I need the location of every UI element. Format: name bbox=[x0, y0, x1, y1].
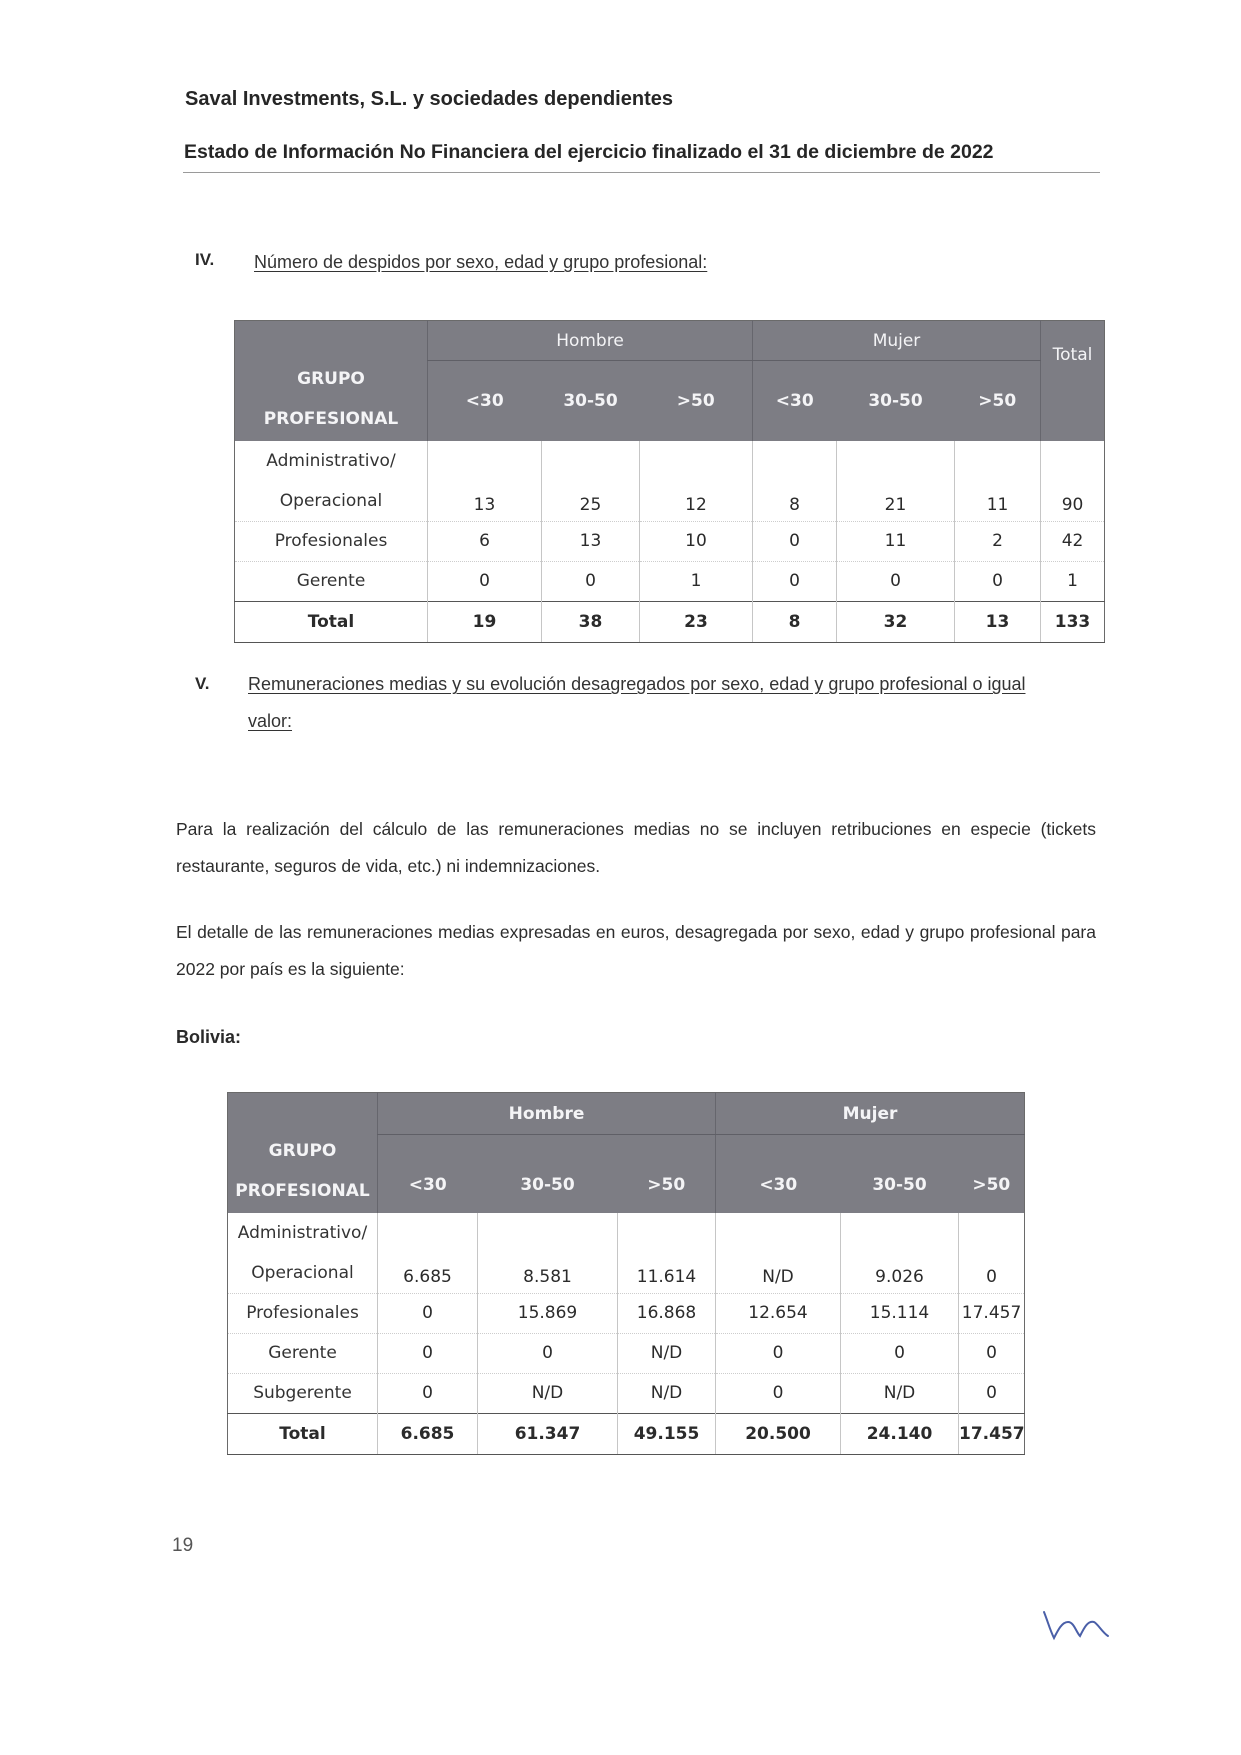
table-cell: 0 bbox=[378, 1333, 478, 1373]
table-cell: 25 bbox=[542, 441, 640, 522]
section-iv-number: IV. bbox=[195, 250, 215, 269]
table-row bbox=[228, 1333, 1025, 1373]
table-cell: N/D bbox=[618, 1333, 716, 1373]
row-label bbox=[235, 441, 428, 522]
table-cell: 0 bbox=[753, 521, 837, 561]
table-cell: 0 bbox=[428, 561, 542, 601]
remuneration-table-bolivia bbox=[227, 1092, 1025, 1455]
table-cell: 15.114 bbox=[841, 1293, 959, 1333]
total-row bbox=[228, 1413, 1025, 1454]
table-cell: 0 bbox=[841, 1333, 959, 1373]
total-cell: 6.685 bbox=[378, 1413, 478, 1454]
table-cell: 90 bbox=[1041, 441, 1105, 522]
page-number: 19 bbox=[172, 1535, 194, 1556]
paragraph-exclusions: Para la realización del cálculo de las remuneraciones medias no se incluyen retribuciones en especie (tickets restaurante, seguros de vida, etc.) ni indemnizaciones. bbox=[176, 819, 1096, 876]
table-cell: 0 bbox=[478, 1333, 618, 1373]
table-cell: 12.654 bbox=[716, 1293, 841, 1333]
dismissals-table bbox=[234, 320, 1105, 643]
country-heading: Bolivia: bbox=[176, 1027, 242, 1047]
table-cell: 42 bbox=[1041, 521, 1105, 561]
table-cell: N/D bbox=[618, 1373, 716, 1413]
age-band-header: >50 bbox=[640, 361, 753, 441]
table-cell: 16.868 bbox=[618, 1293, 716, 1333]
section-iv-title: Número de despidos por sexo, edad y grupo profesional: bbox=[254, 252, 708, 272]
table-row bbox=[235, 561, 1105, 601]
age-band-header: 30-50 bbox=[542, 361, 640, 441]
total-cell: 13 bbox=[955, 601, 1041, 642]
age-band-header: <30 bbox=[428, 361, 542, 441]
table-cell: 15.869 bbox=[478, 1293, 618, 1333]
table-cell: 6.685 bbox=[378, 1213, 478, 1294]
table-cell: 1 bbox=[640, 561, 753, 601]
total-label: Total bbox=[235, 601, 428, 642]
company-title: Saval Investments, S.L. y sociedades dependientes bbox=[185, 88, 673, 110]
section-v-title bbox=[248, 666, 1098, 740]
row-label-line2: Operacional bbox=[251, 1262, 354, 1283]
group-header bbox=[235, 321, 428, 441]
group-header bbox=[228, 1093, 378, 1213]
table-cell: 13 bbox=[428, 441, 542, 522]
age-band-header: 30-50 bbox=[837, 361, 955, 441]
table-cell: N/D bbox=[841, 1373, 959, 1413]
row-label: Profesionales bbox=[235, 521, 428, 561]
table-cell: 8 bbox=[753, 441, 837, 522]
table-cell: 21 bbox=[837, 441, 955, 522]
age-band-header: >50 bbox=[959, 1135, 1025, 1213]
table-row bbox=[228, 1213, 1025, 1294]
table-cell: 11 bbox=[837, 521, 955, 561]
table-cell: 13 bbox=[542, 521, 640, 561]
section-v-title-line1: Remuneraciones medias y su evolución desagregados por sexo, edad y grupo profesional o igual bbox=[248, 674, 1026, 694]
mujer-header: Mujer bbox=[716, 1093, 1025, 1135]
table-cell: 9.026 bbox=[841, 1213, 959, 1294]
signature-initial bbox=[1040, 1608, 1110, 1644]
total-label: Total bbox=[228, 1413, 378, 1454]
table-cell: 11 bbox=[955, 441, 1041, 522]
table-cell: 0 bbox=[378, 1293, 478, 1333]
table-row bbox=[235, 521, 1105, 561]
age-band-header: <30 bbox=[716, 1135, 841, 1213]
table-cell: 0 bbox=[716, 1373, 841, 1413]
table-row bbox=[235, 441, 1105, 522]
table-cell: 0 bbox=[959, 1333, 1025, 1373]
group-header-line1: GRUPO bbox=[297, 368, 365, 389]
table-cell: 0 bbox=[959, 1373, 1025, 1413]
report-title: Estado de Información No Financiera del ejercicio finalizado el 31 de diciembre de 2022 bbox=[184, 141, 994, 163]
section-v-title-line2: valor: bbox=[248, 711, 293, 731]
table-cell: 6 bbox=[428, 521, 542, 561]
row-label-line1: Administrativo/ bbox=[237, 1222, 368, 1243]
total-cell: 133 bbox=[1041, 601, 1105, 642]
total-cell: 24.140 bbox=[841, 1413, 959, 1454]
total-cell: 49.155 bbox=[618, 1413, 716, 1454]
table-cell: N/D bbox=[716, 1213, 841, 1294]
hombre-header: Hombre bbox=[378, 1093, 716, 1135]
group-header-line1: GRUPO bbox=[268, 1140, 337, 1161]
table-row bbox=[228, 1293, 1025, 1333]
age-band-header: 30-50 bbox=[478, 1135, 618, 1213]
paragraph-detail: El detalle de las remuneraciones medias expresadas en euros, desagregada por sexo, edad y grupo profesional para 2022 por país es la siguiente: bbox=[176, 922, 1096, 979]
table-cell: 0 bbox=[837, 561, 955, 601]
table-cell: 0 bbox=[378, 1373, 478, 1413]
group-header-line2: PROFESIONAL bbox=[235, 1180, 370, 1201]
table-cell: 12 bbox=[640, 441, 753, 522]
row-label: Profesionales bbox=[228, 1293, 378, 1333]
table-row bbox=[228, 1373, 1025, 1413]
row-label: Subgerente bbox=[228, 1373, 378, 1413]
table-cell: 0 bbox=[542, 561, 640, 601]
age-band-header: >50 bbox=[955, 361, 1041, 441]
total-cell: 32 bbox=[837, 601, 955, 642]
hombre-header: Hombre bbox=[428, 321, 753, 361]
table-cell: 0 bbox=[959, 1213, 1025, 1294]
total-cell: 23 bbox=[640, 601, 753, 642]
total-cell: 17.457 bbox=[959, 1413, 1025, 1454]
table-cell: 17.457 bbox=[959, 1293, 1025, 1333]
mujer-header: Mujer bbox=[753, 321, 1041, 361]
table-cell: 10 bbox=[640, 521, 753, 561]
total-cell: 61.347 bbox=[478, 1413, 618, 1454]
row-label-line1: Administrativo/ bbox=[266, 450, 396, 471]
total-cell: 8 bbox=[753, 601, 837, 642]
row-label-line2: Operacional bbox=[279, 490, 383, 511]
row-label: Gerente bbox=[235, 561, 428, 601]
total-header: Total bbox=[1041, 321, 1105, 441]
header-divider bbox=[183, 172, 1100, 173]
table-cell: 0 bbox=[716, 1333, 841, 1373]
row-label: Gerente bbox=[228, 1333, 378, 1373]
table-cell: 2 bbox=[955, 521, 1041, 561]
total-cell: 38 bbox=[542, 601, 640, 642]
age-band-header: 30-50 bbox=[841, 1135, 959, 1213]
table-cell: 11.614 bbox=[618, 1213, 716, 1294]
table-cell: 0 bbox=[955, 561, 1041, 601]
table-cell: 1 bbox=[1041, 561, 1105, 601]
table-cell: 8.581 bbox=[478, 1213, 618, 1294]
row-label bbox=[228, 1213, 378, 1294]
age-band-header: <30 bbox=[378, 1135, 478, 1213]
table-cell: N/D bbox=[478, 1373, 618, 1413]
total-cell: 20.500 bbox=[716, 1413, 841, 1454]
total-cell: 19 bbox=[428, 601, 542, 642]
age-band-header: <30 bbox=[753, 361, 837, 441]
total-row bbox=[235, 601, 1105, 642]
age-band-header: >50 bbox=[618, 1135, 716, 1213]
table-cell: 0 bbox=[753, 561, 837, 601]
section-v-number: V. bbox=[195, 674, 210, 693]
group-header-line2: PROFESIONAL bbox=[263, 408, 399, 429]
